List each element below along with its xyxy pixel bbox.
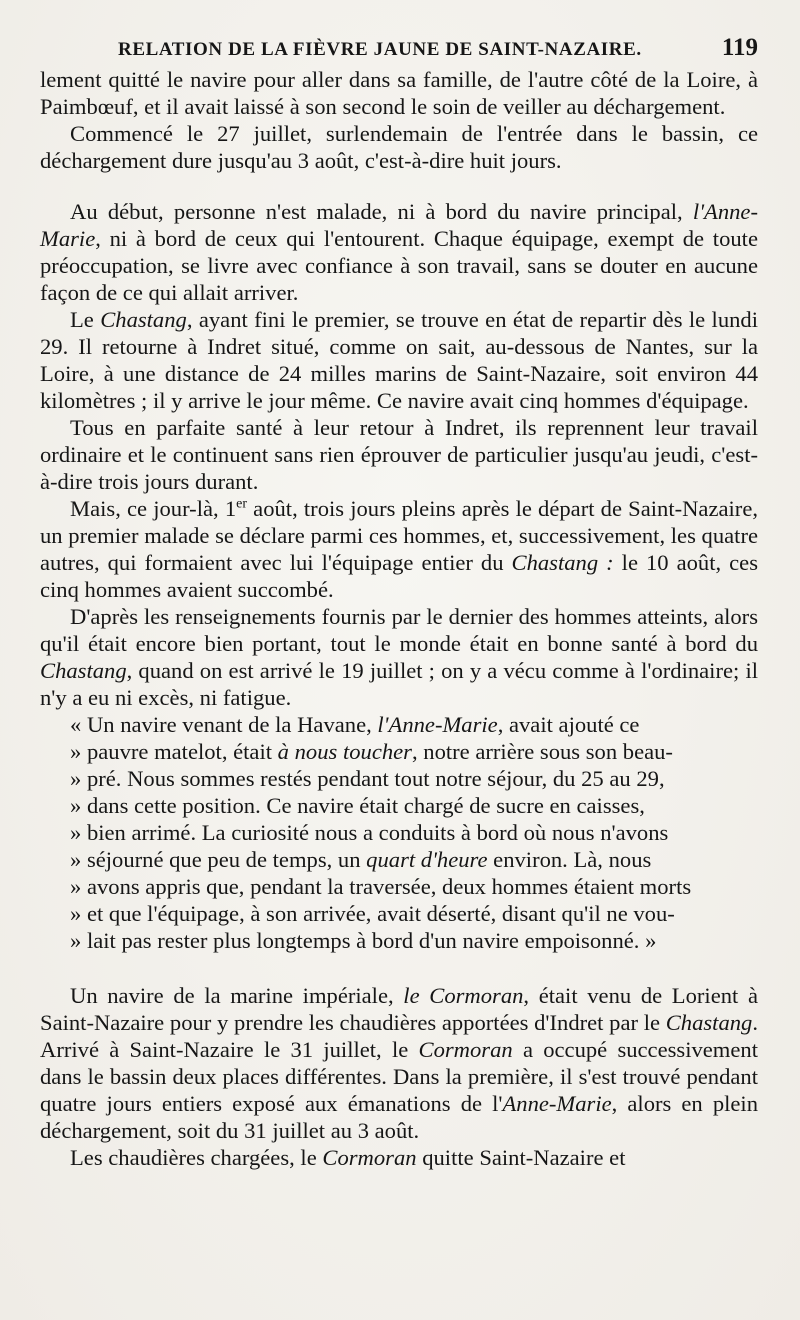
ordinal-superscript: er	[236, 496, 248, 512]
paragraph-at-start: Au début, personne n'est malade, ni à bord du navire principal, l'Anne-Marie, ni à bord de ceux qui l'entourent. Chaque équipage, exempt de toute préoccupation, se livre avec confiance à son travail, sans se douter en aucune façon de ce qui allait arriver.	[40, 199, 758, 305]
quote-line: » lait pas rester plus longtemps à bord d'un navire empoisonné. »	[70, 928, 657, 953]
quote-line: » pré. Nous sommes restés pendant tout notre séjour, du 25 au 29,	[70, 766, 665, 791]
ship-name: Chastang	[40, 658, 127, 683]
paragraph-chastang-departure: Le Chastang, ayant fini le premier, se trouve en état de repartir dès le lundi 29. Il retourne à Indret situé, comme on sait, au-dessous de Nantes, sur la Loire, à une distance de 24 milles marins de Saint-Nazaire, soit environ 44 kilomètres ; il y arrive le jour même. Ce navire avait cinq hommes d'équipage.	[40, 307, 758, 413]
sailor-testimony-quote	[40, 711, 758, 954]
quote-line: » bien arrimé. La curiosité nous a conduits à bord où nous n'avons	[70, 820, 669, 845]
quote-line: » séjourné que peu de temps, un quart d'heure environ. Là, nous	[70, 847, 652, 872]
quote-line: » pauvre matelot, était à nous toucher, notre arrière sous son beau-	[70, 739, 673, 764]
paragraph-return-indret: Tous en parfaite santé à leur retour à Indret, ils reprennent leur travail ordinaire et le continuent sans rien éprouver de particulier jusqu'au jeudi, c'est-à-dire trois jours durant.	[40, 415, 758, 494]
paragraph-unloading-dates: Commencé le 27 juillet, surlendemain de l'entrée dans le bassin, ce déchargement dure jusqu'au 3 août, c'est-à-dire huit jours.	[40, 121, 758, 173]
ship-name: Chastang	[100, 307, 187, 332]
quote-line: « Un navire venant de la Havane, l'Anne-Marie, avait ajouté ce	[70, 712, 640, 737]
ship-name: Cormoran	[418, 1037, 513, 1062]
ship-name: Anne-Marie	[502, 1091, 612, 1116]
body-text	[40, 66, 758, 1171]
running-title: RELATION DE LA FIÈVRE JAUNE DE SAINT-NAZAIRE.	[118, 39, 642, 60]
ship-name: le Cormoran	[403, 983, 524, 1008]
quote-line: » dans cette position. Ce navire était chargé de sucre en caisses,	[70, 793, 645, 818]
paragraph-first-sick: Mais, ce jour-là, 1er août, trois jours pleins après le départ de Saint-Nazaire, un premier malade se déclare parmi ces hommes, et, successivement, les quatre autres, qui formaient avec lui l'équipage entier du Chastang : le 10 août, ces cinq hommes avaient succombé.	[40, 496, 758, 602]
page-header	[118, 34, 758, 62]
paragraph-continuation: lement quitté le navire pour aller dans sa famille, de l'autre côté de la Loire, à Paimbœuf, et il avait laissé à son second le soin de veiller au déchargement.	[40, 67, 758, 119]
quote-line: » avons appris que, pendant la traversée, deux hommes étaient morts	[70, 874, 692, 899]
page-number: 119	[721, 34, 758, 61]
ship-name: Chastang	[665, 1010, 753, 1035]
ship-name: l'Anne-Marie	[40, 199, 758, 251]
ship-name: Chastang :	[511, 550, 614, 575]
ship-name: Cormoran	[322, 1145, 417, 1170]
paragraph-cormoran-leaves: Les chaudières chargées, le Cormoran quitte Saint-Nazaire et	[70, 1145, 626, 1170]
paragraph-last-survivor: D'après les renseignements fournis par le dernier des hommes atteints, alors qu'il était encore bien portant, tout le monde était en bonne santé à bord du Chastang, quand on est arrivé le 19 juillet ; on y a vécu comme à l'ordinaire; il n'y a eu ni excès, ni fatigue.	[40, 604, 758, 710]
paragraph-cormoran: Un navire de la marine impériale, le Cormoran, était venu de Lorient à Saint-Nazaire pour y prendre les chaudières apportées d'Indret par le Chastang. Arrivé à Saint-Nazaire le 31 juillet, le Cormoran a occupé successivement dans le bassin deux places différentes. Dans la première, il s'est trouvé pendant quatre jours entiers exposé aux émanations de l'Anne-Marie, alors en plein déchargement, soit du 31 juillet au 3 août.	[40, 983, 758, 1143]
quote-line: » et que l'équipage, à son arrivée, avait déserté, disant qu'il ne vou-	[70, 901, 675, 926]
